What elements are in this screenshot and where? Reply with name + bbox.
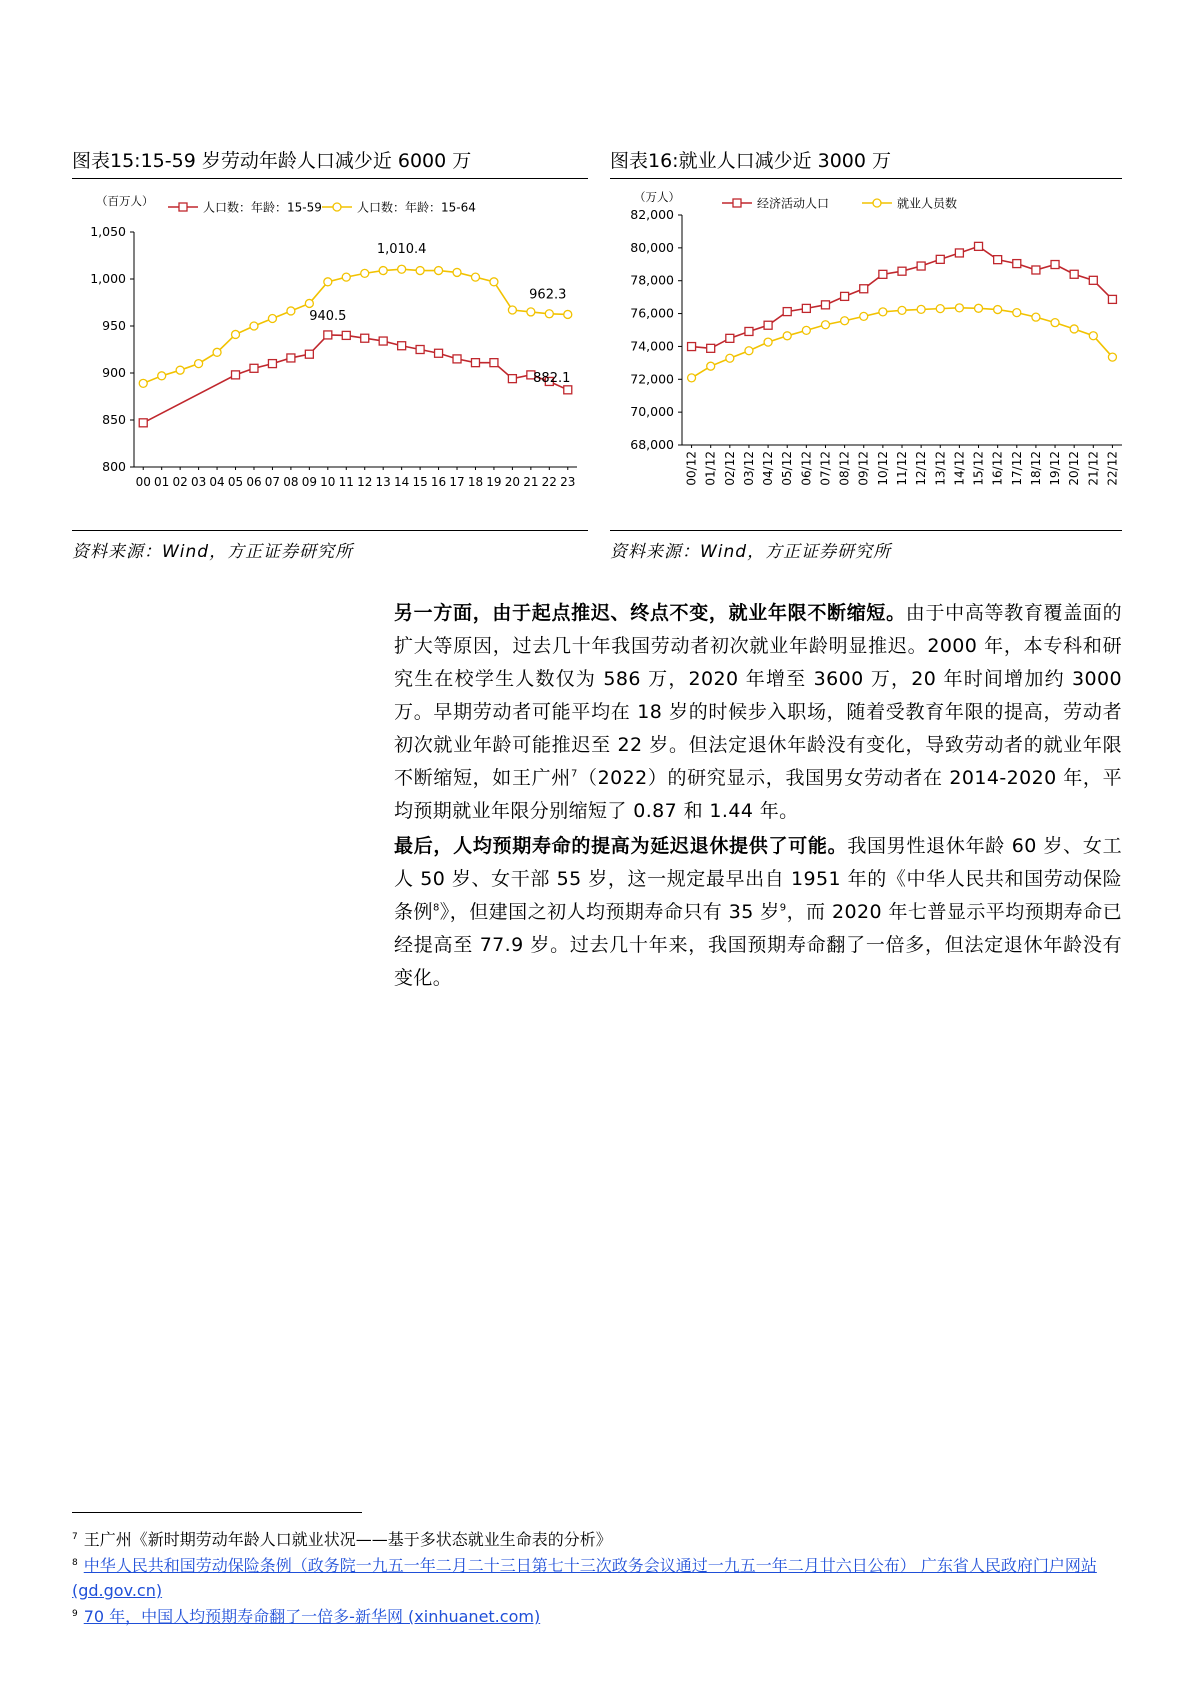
x-tick-label: 11: [338, 475, 354, 489]
x-tick-label: 19: [486, 475, 502, 489]
data-point-marker: [324, 278, 332, 286]
x-tick-label: 18/12: [1028, 451, 1043, 486]
footnote-number: 8: [72, 1557, 78, 1568]
x-tick-label: 04: [209, 475, 225, 489]
paragraph-text: 我国男性退休年龄 60 岁、女工人 50 岁、女干部 55 岁，这一规定最早出自 1951 年的《中华人民共和国劳动保险条例: [394, 835, 1122, 923]
x-tick-label: 18: [467, 475, 484, 489]
footnote-7: [72, 1527, 1122, 1552]
data-point-marker: [361, 269, 369, 277]
x-tick-label: 09: [301, 475, 317, 489]
x-tick-label: 02: [172, 475, 188, 489]
data-point-marker: [305, 299, 313, 307]
legend-label: 人口数：年龄：15-59: [203, 200, 322, 215]
y-axis-unit-label: （百万人）: [96, 194, 154, 208]
y-tick-label: 82,000: [630, 207, 674, 222]
data-point-marker: [994, 256, 1002, 264]
paragraph-text: （2022）的研究显示，我国男女劳动者在 2014-2020 年，平均预期就业年限分别缩短了 0.87 和 1.44 年。: [394, 767, 1122, 822]
paragraph-lead: 最后，人均预期寿命的提高为延迟退休提供了可能。: [394, 835, 848, 857]
x-tick-label: 22: [541, 475, 557, 489]
x-tick-label: 11/12: [895, 451, 909, 486]
data-point-marker: [879, 308, 887, 316]
x-tick-label: 21/12: [1086, 450, 1101, 486]
data-point-marker: [802, 326, 810, 334]
chart-working-age-population: [72, 190, 588, 525]
x-tick-label: 10/12: [875, 451, 890, 486]
x-tick-label: 00: [135, 475, 151, 489]
data-point-marker: [232, 330, 240, 338]
data-point-marker: [841, 317, 849, 325]
paragraph-life-expectancy: [394, 830, 1122, 995]
x-tick-label: 06: [246, 475, 262, 489]
data-label: 940.5: [309, 308, 347, 324]
data-point-marker: [688, 374, 696, 382]
data-label: 1,010.4: [376, 242, 427, 258]
series-line-1: [143, 335, 571, 423]
legend-label: 就业人员数: [897, 196, 958, 211]
data-point-marker: [545, 310, 553, 318]
legend-label: 人口数：年龄：15-64: [357, 200, 476, 215]
x-tick-label: 16: [430, 475, 447, 489]
legend-marker: [333, 203, 341, 211]
data-point-marker: [416, 267, 424, 275]
figure-15-title: 图表15:15-59 岁劳动年龄人口减少近 6000 万: [72, 148, 588, 179]
legend-label: 经济活动人口: [757, 196, 830, 211]
data-point-marker: [821, 321, 829, 329]
x-tick-label: 15/12: [971, 451, 986, 486]
figure-15-source: 资料来源：Wind，方正证券研究所: [72, 542, 354, 562]
data-point-marker: [726, 354, 734, 362]
footnote-number: 9: [72, 1608, 78, 1619]
data-point-marker: [821, 301, 829, 309]
x-tick-label: 04/12: [761, 451, 776, 486]
data-point-marker: [287, 354, 295, 362]
x-tick-label: 12: [357, 475, 373, 489]
data-point-marker: [416, 346, 424, 354]
data-point-marker: [268, 360, 276, 368]
data-point-marker: [139, 379, 147, 387]
data-point-marker: [342, 273, 350, 281]
x-tick-label: 23: [560, 475, 576, 489]
data-point-marker: [250, 322, 258, 330]
footnote-ref-7[interactable]: 7: [570, 768, 578, 780]
y-axis-unit-label: （万人）: [634, 190, 680, 204]
data-point-marker: [841, 292, 849, 300]
x-tick-label: 14/12: [952, 451, 967, 486]
x-tick-label: 07/12: [818, 451, 833, 486]
data-point-marker: [783, 332, 791, 340]
data-point-marker: [1108, 353, 1116, 361]
footnote-divider: [72, 1512, 362, 1513]
footnote-ref-9[interactable]: 9: [779, 902, 787, 914]
data-point-marker: [1051, 319, 1059, 327]
legend-marker: [179, 203, 187, 211]
legend-marker: [733, 199, 741, 207]
x-tick-label: 00/12: [684, 451, 699, 486]
data-point-marker: [213, 348, 221, 356]
data-point-marker: [1032, 266, 1040, 274]
footnote-9: [72, 1604, 1122, 1629]
footnote-number: 7: [72, 1531, 78, 1542]
data-point-marker: [879, 270, 887, 278]
x-tick-label: 14: [394, 475, 410, 489]
x-tick-label: 19/12: [1048, 451, 1063, 486]
x-tick-label: 17/12: [1009, 451, 1024, 486]
data-point-marker: [1089, 276, 1097, 284]
y-tick-label: 950: [102, 318, 126, 333]
paragraph-employment-years: [394, 597, 1122, 828]
series-line-2: [143, 269, 568, 383]
x-tick-label: 08: [283, 475, 299, 489]
x-tick-label: 17: [449, 475, 465, 489]
data-point-marker: [707, 344, 715, 352]
data-point-marker: [398, 265, 406, 273]
data-point-marker: [564, 386, 572, 394]
data-point-marker: [764, 338, 772, 346]
data-point-marker: [508, 375, 516, 383]
data-point-marker: [305, 350, 313, 358]
data-point-marker: [936, 305, 944, 313]
data-point-marker: [471, 273, 479, 281]
data-label: 882.1: [533, 370, 571, 386]
x-tick-label: 07: [264, 475, 281, 489]
x-tick-label: 16/12: [990, 451, 1005, 486]
data-point-marker: [490, 278, 498, 286]
y-tick-label: 1,000: [90, 271, 126, 286]
x-tick-label: 06/12: [799, 451, 814, 486]
x-tick-label: 13: [375, 475, 391, 489]
data-point-marker: [324, 331, 332, 339]
data-point-marker: [1089, 332, 1097, 340]
y-tick-label: 900: [102, 365, 126, 380]
data-point-marker: [860, 285, 868, 293]
paragraph-text: 由于中高等教育覆盖面的扩大等原因，过去几十年我国劳动者初次就业年龄明显推迟。2000 年，本专科和研究生在校学生人数仅为 586 万，2020 年增至 3600 万，20 年时间增加约 3000 万。早期劳动者可能平均在 18 岁的时候步入职场，随着受教育年限的提高，劳动者初次就业年龄可能推迟至 22 岁。但法定退休年龄没有变化，导致劳动者的就业年限不断缩短，如王广州: [394, 602, 1122, 789]
y-tick-label: 78,000: [630, 272, 674, 288]
data-point-marker: [1051, 261, 1059, 269]
legend-marker: [873, 199, 881, 207]
x-tick-label: 02/12: [722, 451, 737, 486]
data-point-marker: [917, 262, 925, 270]
data-point-marker: [802, 304, 810, 312]
y-tick-label: 800: [102, 459, 126, 474]
data-point-marker: [268, 314, 276, 322]
data-point-marker: [1070, 270, 1078, 278]
data-point-marker: [232, 371, 240, 379]
data-point-marker: [955, 249, 963, 257]
footnote-text: 王广州《新时期劳动年龄人口就业状况——基于多状态就业生命表的分析》: [83, 1530, 612, 1549]
paragraph-lead: 另一方面，由于起点推迟、终点不变，就业年限不断缩短。: [394, 602, 906, 624]
data-point-marker: [453, 355, 461, 363]
data-point-marker: [453, 268, 461, 276]
data-point-marker: [860, 312, 868, 320]
data-point-marker: [564, 310, 572, 318]
data-label: 962.3: [529, 287, 567, 303]
x-tick-label: 08/12: [837, 451, 852, 486]
data-point-marker: [1013, 260, 1021, 268]
data-point-marker: [195, 360, 203, 368]
data-point-marker: [917, 305, 925, 313]
data-point-marker: [361, 334, 369, 342]
y-tick-label: 850: [102, 412, 126, 427]
y-tick-label: 74,000: [630, 338, 674, 354]
y-tick-label: 68,000: [630, 437, 674, 452]
data-point-marker: [379, 337, 387, 345]
data-point-marker: [975, 304, 983, 312]
series-line-2: [692, 308, 1113, 378]
data-point-marker: [435, 349, 443, 357]
data-point-marker: [898, 267, 906, 275]
x-tick-label: 05/12: [780, 451, 795, 486]
paragraph-text: ，而 2020 年七普显示平均预期寿命已经提高至 77.9 岁。过去几十年来，我国预期寿命翻了一倍多，但法定退休年龄没有变化。: [394, 901, 1122, 989]
x-tick-label: 03: [190, 475, 207, 489]
footnote-link[interactable]: 70 年，中国人均预期寿命翻了一倍多-新华网 (xinhuanet.com): [83, 1607, 541, 1626]
data-point-marker: [287, 307, 295, 315]
data-point-marker: [726, 334, 734, 342]
data-point-marker: [139, 419, 147, 427]
data-point-marker: [527, 308, 535, 316]
y-tick-label: 76,000: [630, 305, 674, 321]
data-point-marker: [975, 242, 983, 250]
data-point-marker: [250, 364, 258, 372]
figure-15-divider: [72, 530, 588, 531]
x-tick-label: 01/12: [703, 451, 718, 486]
data-point-marker: [745, 347, 753, 355]
x-tick-label: 22/12: [1105, 451, 1120, 486]
x-tick-label: 13/12: [933, 451, 948, 486]
figure-16-title: 图表16:就业人口减少近 3000 万: [610, 148, 1122, 179]
data-point-marker: [783, 308, 791, 316]
x-tick-label: 20: [504, 475, 521, 489]
y-tick-label: 80,000: [630, 239, 674, 255]
data-point-marker: [490, 359, 498, 367]
data-point-marker: [1070, 325, 1078, 333]
data-point-marker: [1032, 313, 1040, 321]
data-point-marker: [342, 331, 350, 339]
x-tick-label: 15: [412, 475, 428, 489]
y-tick-label: 72,000: [630, 371, 674, 387]
figure-16-source: 资料来源：Wind，方正证券研究所: [610, 542, 892, 562]
data-point-marker: [379, 267, 387, 275]
x-tick-label: 09/12: [856, 451, 871, 486]
data-point-marker: [688, 343, 696, 351]
data-point-marker: [745, 327, 753, 335]
data-point-marker: [1013, 309, 1021, 317]
data-point-marker: [898, 306, 906, 314]
y-tick-label: 70,000: [630, 404, 674, 420]
figure-16-divider: [610, 530, 1122, 531]
data-point-marker: [707, 362, 715, 370]
series-line-1: [692, 246, 1113, 348]
x-tick-label: 01: [154, 475, 170, 489]
x-tick-label: 21: [523, 475, 539, 489]
data-point-marker: [158, 372, 166, 380]
data-point-marker: [994, 306, 1002, 314]
paragraph-text: 》，但建国之初人均预期寿命只有 35 岁: [439, 901, 780, 923]
y-tick-label: 1,050: [90, 224, 126, 239]
footnote-link[interactable]: 中华人民共和国劳动保险条例（政务院一九五一年二月二十三日第七十三次政务会议通过一九五一年二月廿六日公布） 广东省人民政府门户网站 (gd.gov.cn): [72, 1556, 1097, 1600]
footnote-8: [72, 1553, 1122, 1603]
data-point-marker: [764, 321, 772, 329]
x-tick-label: 20/12: [1067, 451, 1082, 486]
data-point-marker: [936, 255, 944, 263]
chart-employed-population: [610, 190, 1122, 528]
data-point-marker: [508, 306, 516, 314]
footnote-ref-8[interactable]: 8: [432, 902, 440, 914]
data-point-marker: [955, 304, 963, 312]
x-tick-label: 03/12: [741, 451, 756, 486]
x-tick-label: 10: [320, 475, 336, 489]
data-point-marker: [176, 366, 184, 374]
data-point-marker: [1108, 295, 1116, 303]
x-tick-label: 05: [227, 475, 244, 489]
data-point-marker: [471, 359, 479, 367]
x-tick-label: 12/12: [914, 451, 929, 486]
data-point-marker: [398, 342, 406, 350]
data-point-marker: [435, 267, 443, 275]
